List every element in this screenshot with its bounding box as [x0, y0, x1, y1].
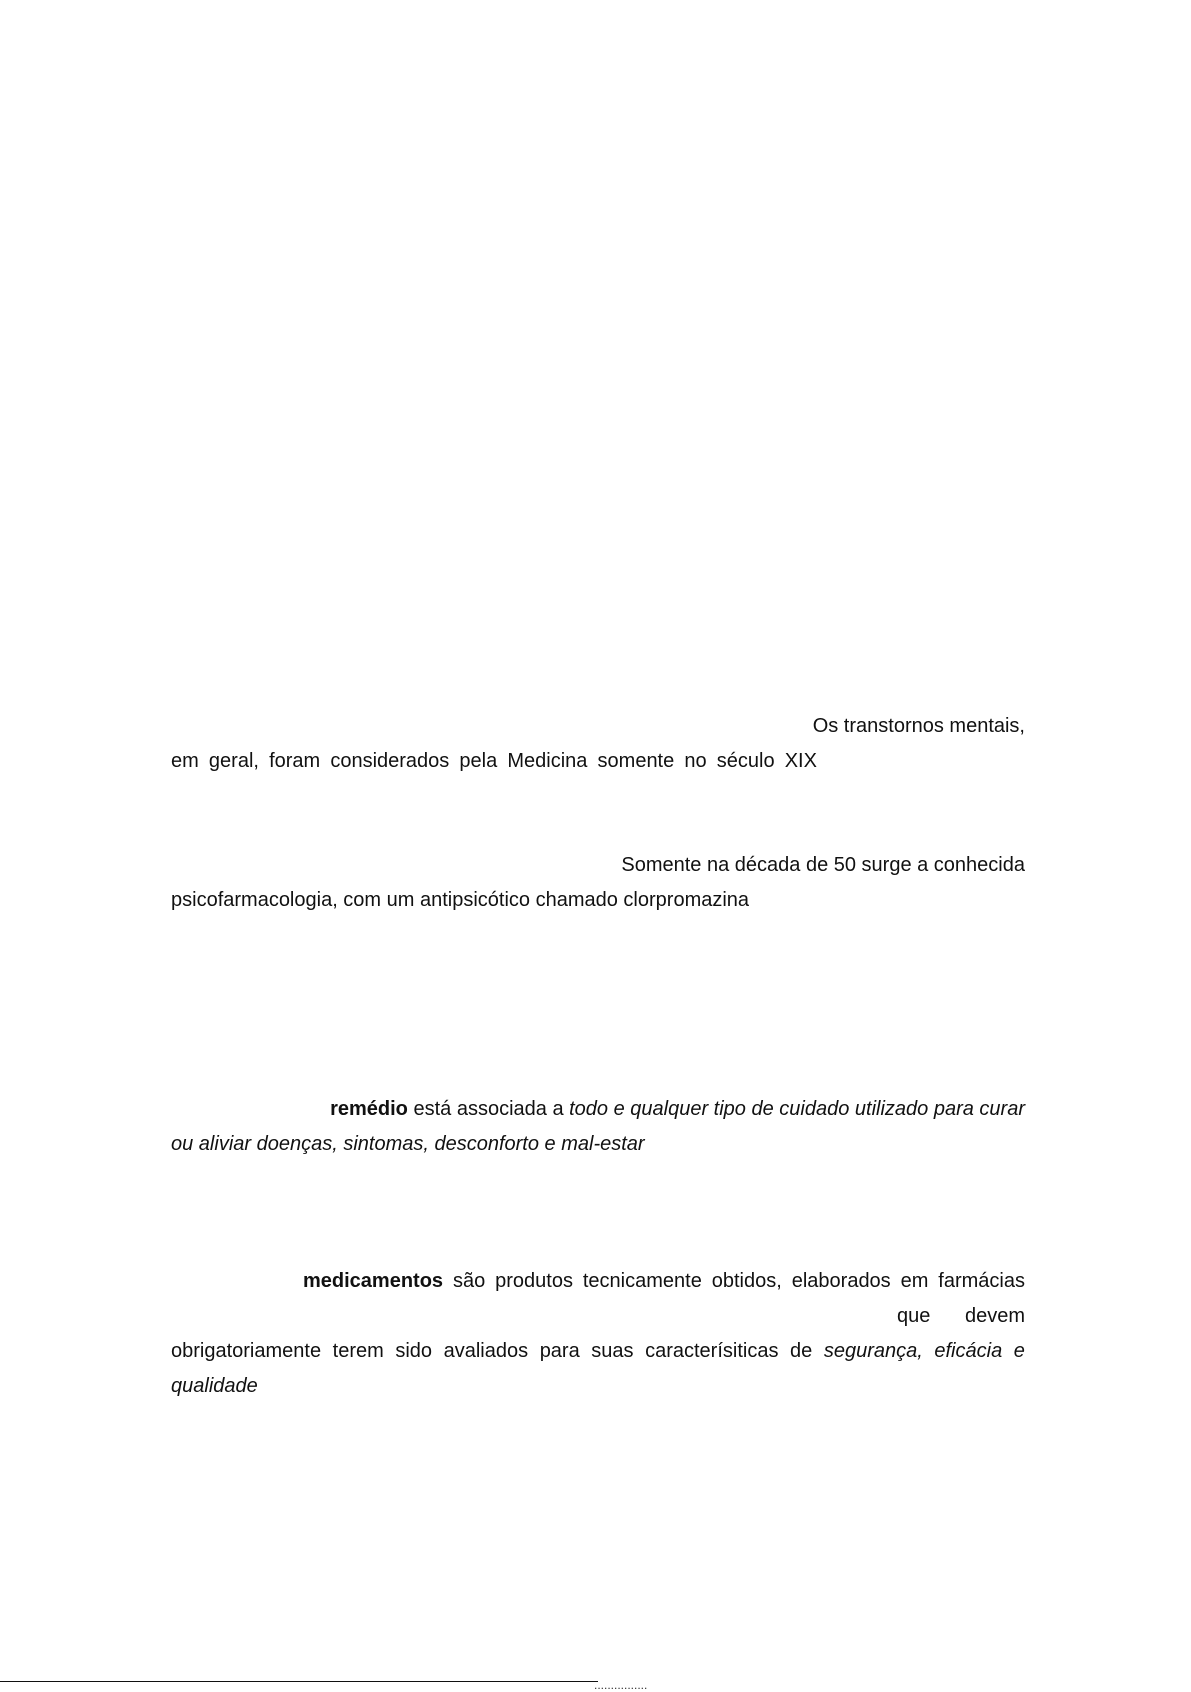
- word: farmácias: [938, 1270, 1025, 1292]
- word: de: [790, 1340, 813, 1362]
- p2-line1: [621, 853, 1025, 877]
- word: são: [452, 1270, 486, 1292]
- footer-fragment: ................: [594, 1678, 648, 1692]
- word: geral,: [208, 750, 259, 772]
- word: somente: [597, 750, 675, 772]
- word: Medicina: [507, 750, 588, 772]
- word: tecnicamente: [582, 1270, 702, 1292]
- word: para: [539, 1340, 580, 1362]
- word: obtidos,: [711, 1270, 782, 1292]
- term-remedio: remédio: [330, 1098, 408, 1120]
- p1-line1-text: Os transtornos mentais,: [812, 715, 1025, 737]
- term-medicamentos: medicamentos: [303, 1270, 444, 1292]
- p4-line3: [171, 1339, 1025, 1363]
- word: elaborados: [791, 1270, 891, 1292]
- word: século: [716, 750, 775, 772]
- p2-line2: [171, 888, 749, 912]
- p2-line1-text: Somente na década de 50 surge a conhecida: [621, 854, 1025, 876]
- p3-line1: [330, 1097, 1025, 1121]
- word: que: [897, 1305, 931, 1327]
- word: produtos: [495, 1270, 573, 1292]
- word: no: [684, 750, 707, 772]
- p4-line4-italic: qualidade: [171, 1375, 258, 1397]
- word: foram: [269, 750, 321, 772]
- word: considerados: [330, 750, 450, 772]
- p3-line1-italic: todo e qualquer tipo de cuidado utilizado para curar: [569, 1098, 1025, 1120]
- word: obrigatoriamente: [171, 1340, 322, 1362]
- p2-line2-text: psicofarmacologia, com um antipsicótico chamado clorpromazina: [171, 889, 750, 911]
- word: pela: [459, 750, 498, 772]
- word: avaliados: [443, 1340, 529, 1362]
- p3-line2: [171, 1132, 645, 1156]
- p3-line1-text: está associada a: [407, 1098, 570, 1120]
- word-italic: eficácia: [934, 1340, 1003, 1362]
- word: sido: [395, 1340, 433, 1362]
- word: XIX: [784, 750, 817, 772]
- p4-line1: [303, 1269, 1025, 1293]
- p4-line4: [171, 1374, 258, 1398]
- word: em: [171, 750, 199, 772]
- word-italic: e: [1013, 1340, 1025, 1362]
- p1-line1: [813, 714, 1025, 738]
- word-italic: segurança,: [823, 1340, 923, 1362]
- p4-line2: [897, 1304, 1025, 1328]
- p1-line2: [171, 749, 817, 773]
- p3-line2-italic: ou aliviar doenças, sintomas, desconforto e mal-estar: [171, 1133, 645, 1155]
- footnote-separator: [0, 1681, 598, 1682]
- word: terem: [332, 1340, 384, 1362]
- word: devem: [964, 1305, 1025, 1327]
- word: em: [900, 1270, 929, 1292]
- word: suas: [591, 1340, 634, 1362]
- word: caracterísiticas: [645, 1340, 779, 1362]
